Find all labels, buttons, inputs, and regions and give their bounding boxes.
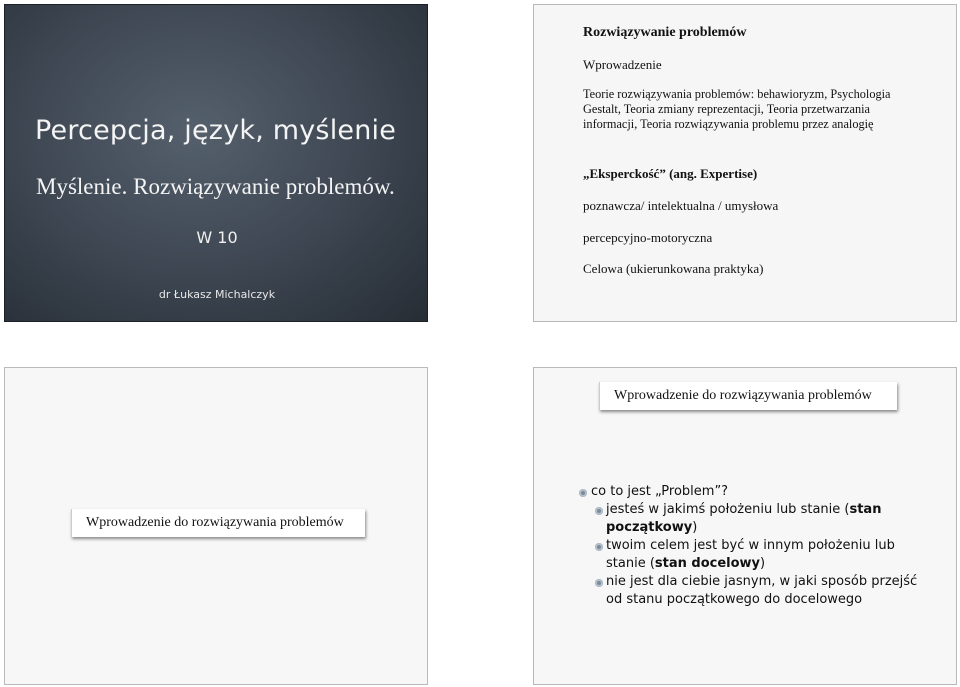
bullet-icon xyxy=(595,579,603,587)
theories-paragraph: Teorie rozwiązywania problemów: behawioryzm, Psychologia Gestalt, Teoria zmiany reprezentacji, Teoria przetwarzania informacji, Teoria rozwiązywania problemu przez analogię xyxy=(583,87,891,131)
slide-subheading: Wprowadzenie xyxy=(583,57,662,72)
bullet-end: ) xyxy=(760,556,766,571)
slide-3-section xyxy=(4,367,428,685)
bullet-icon xyxy=(579,489,587,497)
bullet-text: jesteś w jakimś położeniu lub stanie ( xyxy=(606,502,850,517)
bullet-bold: stan docelowy xyxy=(654,556,761,571)
bullet-unclear-path: nie jest dla ciebie jasnym, w jaki sposób przejść od stanu początkowego do docelowego xyxy=(606,574,918,607)
lecture-number: W 10 xyxy=(196,228,238,247)
slide-4-problem-definition xyxy=(533,367,957,685)
bullet-goal-state xyxy=(606,537,906,573)
bullet-initial-state xyxy=(606,501,906,537)
section-banner: Wprowadzenie do rozwiązywania problemów xyxy=(71,509,365,537)
slide-title: Percepcja, język, myślenie xyxy=(35,115,397,146)
slide-heading: Rozwiązywanie problemów xyxy=(583,25,747,40)
expertise-type-cognitive: poznawcza/ intelektualna / umysłowa xyxy=(583,198,779,213)
bullet-end: ) xyxy=(692,520,698,535)
author-name: dr Łukasz Michalczyk xyxy=(158,288,276,301)
section-banner: Wprowadzenie do rozwiązywania problemów xyxy=(599,382,897,410)
bullet-bold: stan początkowy xyxy=(606,502,882,535)
bullet-icon xyxy=(595,543,603,551)
deliberate-practice: Celowa (ukierunkowana praktyka) xyxy=(583,261,764,276)
expertise-note: (ang. Expertise) xyxy=(665,166,758,181)
slide-2-introduction xyxy=(533,4,957,322)
expertise-term: „Eksperckość” xyxy=(583,166,666,181)
bullet-icon xyxy=(595,507,603,515)
expertise-line xyxy=(583,166,757,182)
slide-subtitle: Myślenie. Rozwiązywanie problemów. xyxy=(36,174,395,199)
bullet-what-is-problem: co to jest „Problem”? xyxy=(591,484,729,499)
slide-1-title xyxy=(4,4,428,322)
expertise-type-perceptual-motor: percepcyjno-motoryczna xyxy=(583,230,713,245)
bullet-text: twoim celem jest być w innym położeniu lub stanie ( xyxy=(606,538,895,571)
